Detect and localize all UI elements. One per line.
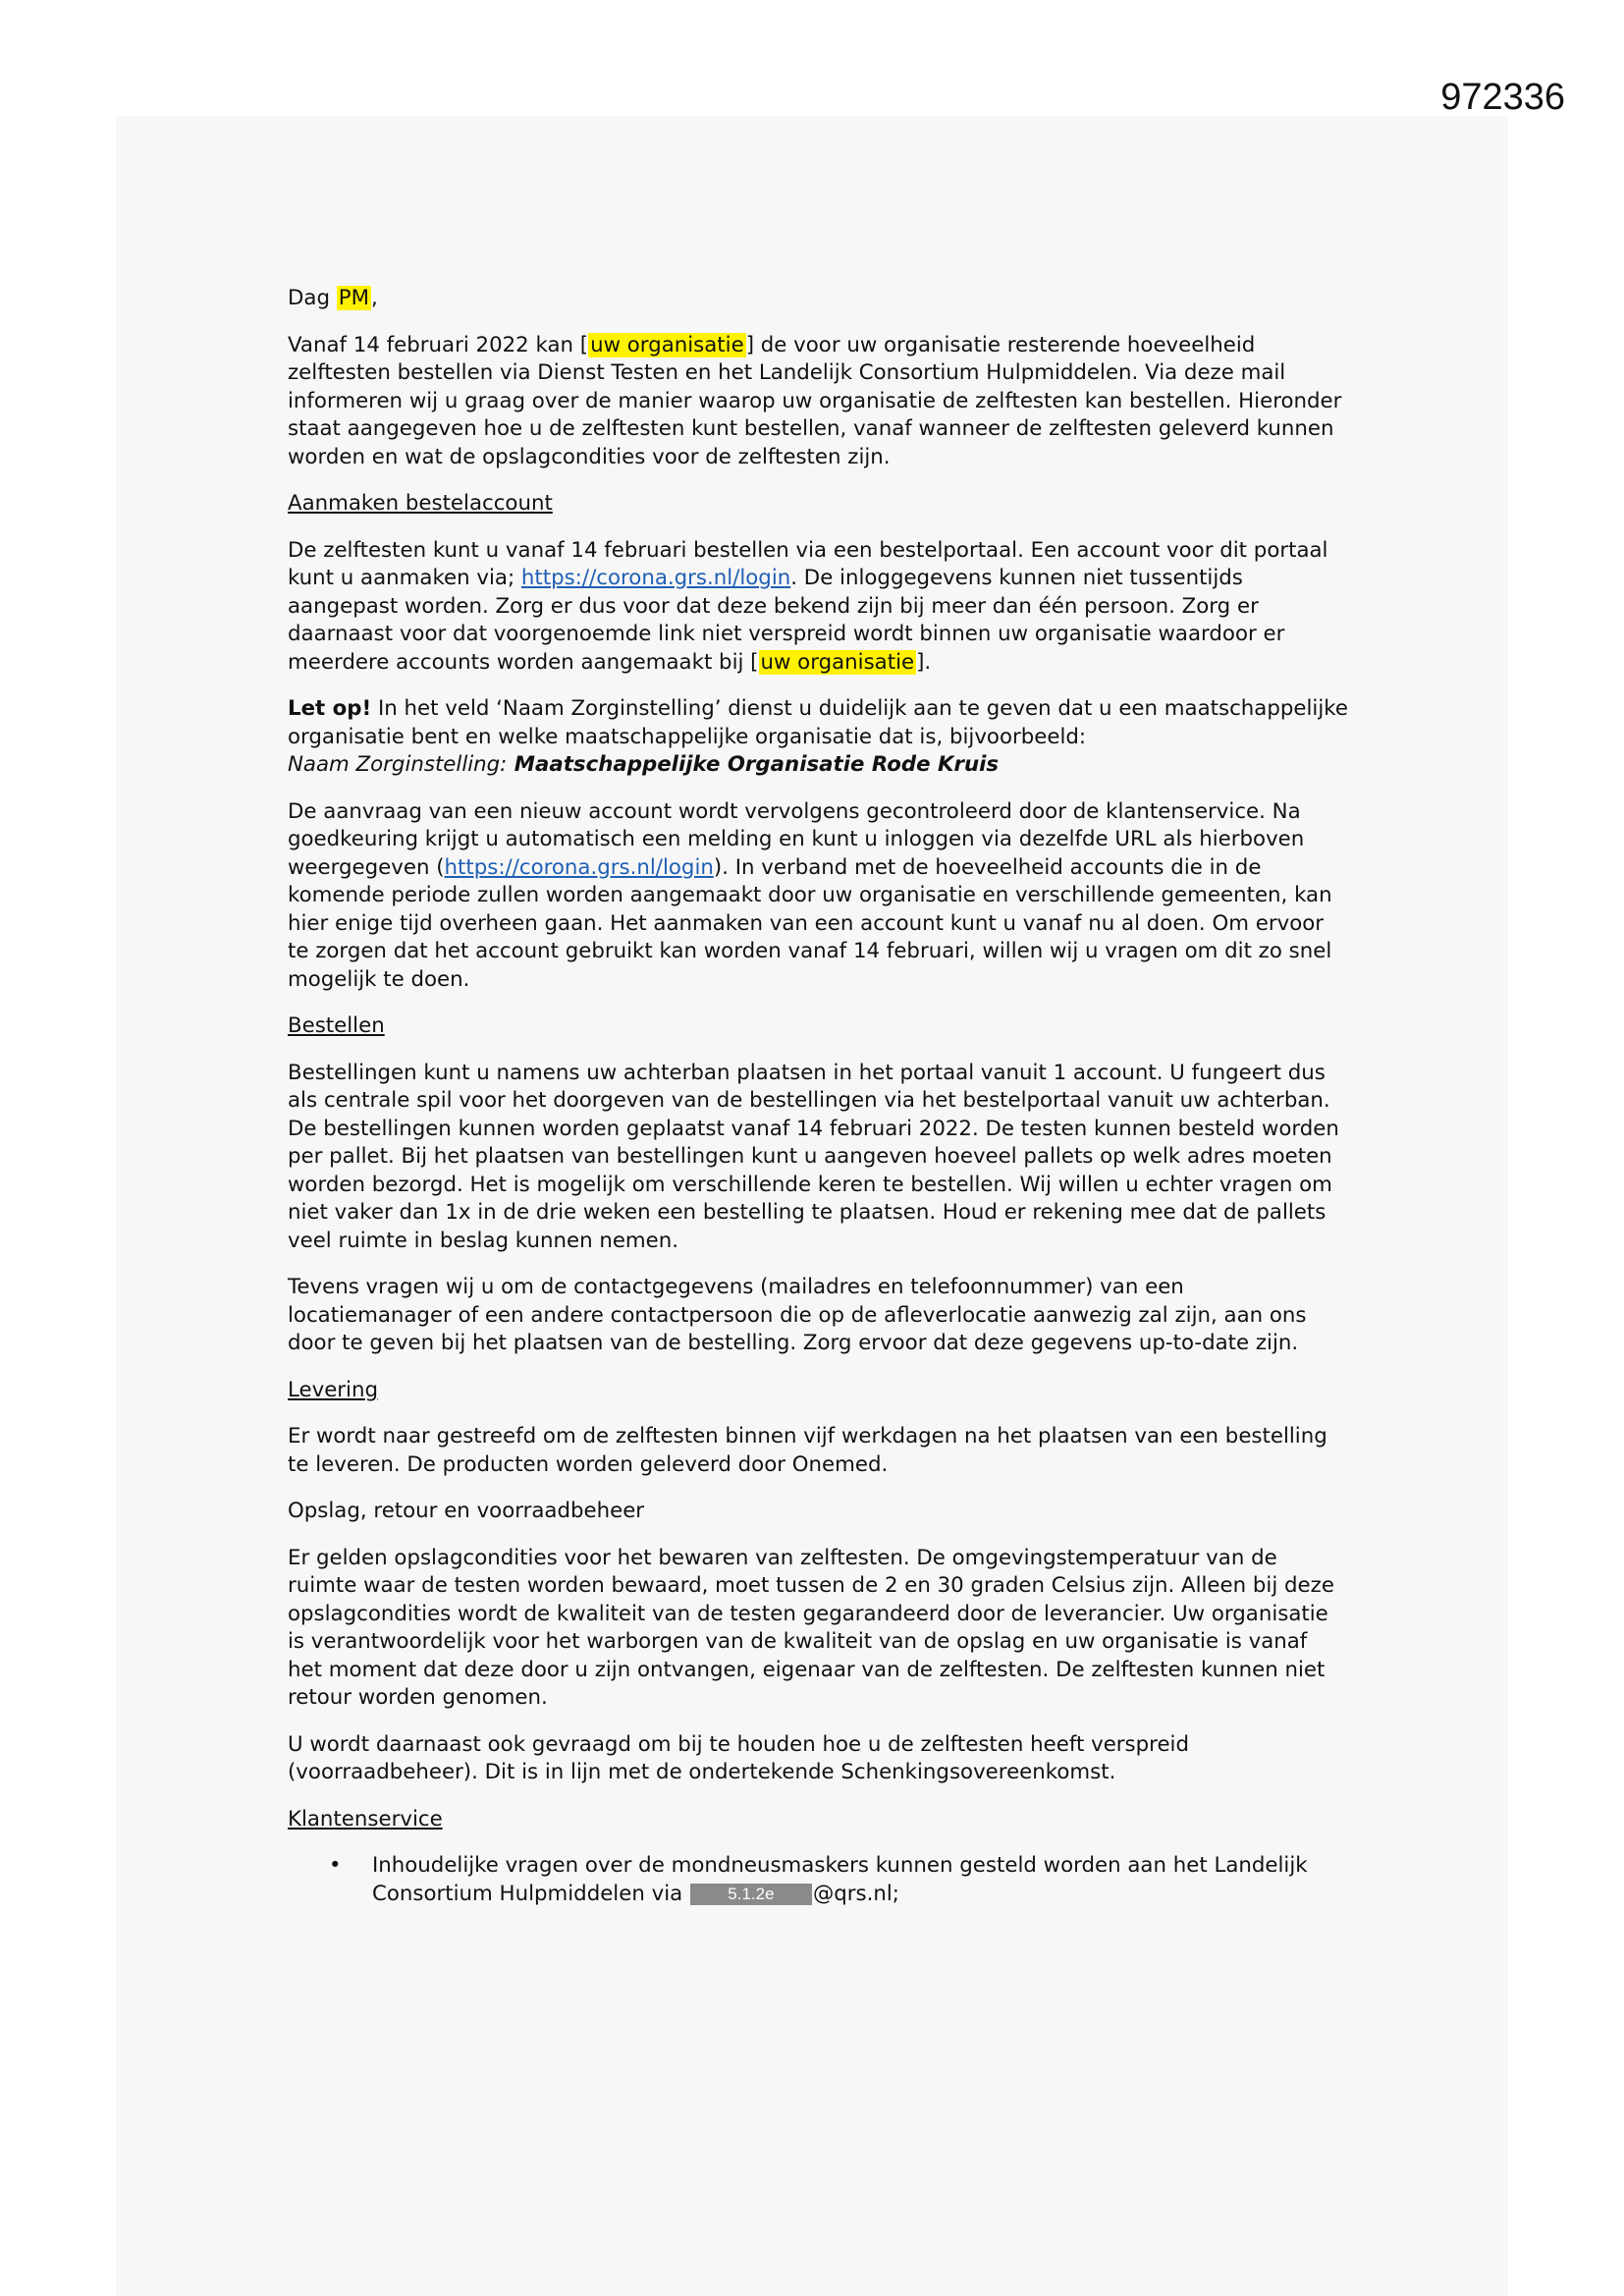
highlighted-organisation: uw organisatie: [760, 649, 915, 675]
example-label: Naam Zorginstelling:: [288, 752, 508, 777]
opslag-paragraph-1: Er gelden opslagcondities voor het bewaren van zelftesten. De omgevingstemperatuur van de ruimte waar de testen worden bewaard, moet tussen de 2 en 30 graden Celsius zijn. Alleen bij deze opslagcondities wordt de kwaliteit van de testen gegarandeerd door de leverancier. Uw organisatie is verantwoordelijk voor het warborgen van de kwaliteit van de opslag en uw organisatie is vanaf het moment dat deze door u zijn ontvangen, eigenaar van de zelftesten. De zelftesten kunnen niet retour worden genomen.: [288, 1545, 1334, 1710]
heading-klantenservice: Klantenservice: [288, 1806, 443, 1831]
bestellen-paragraph-2: Tevens vragen wij u om de contactgegevens (mailadres en telefoonnummer) van een locatiemanager of een andere contactpersoon die op de afleverlocatie aanwezig zal zijn, aan ons door te geven bij het plaatsen van de bestelling. Zorg ervoor dat deze gegevens up-to-date zijn.: [288, 1275, 1307, 1355]
heading-account: Aanmaken bestelaccount: [288, 491, 553, 516]
heading-levering: Levering: [288, 1377, 378, 1402]
heading-bestellen: Bestellen: [288, 1013, 385, 1038]
list-item: • Inhoudelijke vragen over de mondneusmaskers kunnen gesteld worden aan het Landelijk Consortium Hulpmiddelen via 5.1.2e @qrs.nl;: [329, 1853, 1308, 1906]
example-value: Maatschappelijke Organisatie Rode Kruis: [507, 752, 1000, 777]
opslag-paragraph-2: U wordt daarnaast ook gevraagd om bij te houden hoe u de zelftesten heeft verspreid (voorraadbeheer). Dit is in lijn met de ondertekende Schenkingsovereenkomst.: [288, 1731, 1189, 1784]
intro-paragraph: Vanaf 14 februari 2022 kan [uw organisatie] de voor uw organisatie resterende hoeveelheid zelftesten bestellen via Dienst Testen en het Landelijk Consortium Hulpmiddelen. Via deze mail informeren wij u graag over de manier waarop uw organisatie de zelftesten kan bestellen. Hieronder staat aangegeven hoe u de zelftesten kunt bestellen, vanaf wanneer de zelftesten geleverd kunnen worden en wat de opslagcondities voor de zelftesten zijn.: [288, 332, 1342, 469]
heading-opslag: Opslag, retour en voorraadbeheer: [288, 1499, 645, 1523]
document-number: 972336: [1440, 77, 1565, 118]
letter-body: [288, 285, 1348, 1908]
levering-paragraph: Er wordt naar gestreefd om de zelftesten binnen vijf werkdagen na het plaatsen van een bestelling te leveren. De producten worden geleverd door Onemed.: [288, 1424, 1327, 1477]
highlighted-organisation: uw organisatie: [590, 332, 744, 357]
portal-link[interactable]: https://corona.grs.nl/login: [520, 566, 791, 590]
aanvraag-paragraph: De aanvraag van een nieuw account wordt vervolgens gecontroleerd door de klantenservice. Na goedkeuring krijgt u automatisch een melding en kunt u inloggen via dezelfde URL als hierboven weergegeven (https://corona.grs.nl/login). In verband met de hoeveelheid accounts die in de komende periode zullen worden aangemaakt door uw organisatie en verschillende gemeenten, kan hier enige tijd overheen gaan. Het aanmaken van een account kunt u vanaf nu al doen. Om ervoor te zorgen dat het account gebruikt kan worden vanaf 14 februari, willen wij u vragen om dit zo snel mogelijk te doen.: [288, 798, 1332, 992]
greeting: Dag PM,: [288, 286, 378, 310]
bullet-icon: •: [329, 1853, 342, 1878]
redaction-box: 5.1.2e: [690, 1884, 812, 1905]
portal-link[interactable]: https://corona.grs.nl/login: [444, 854, 714, 880]
account-paragraph: De zelftesten kunt u vanaf 14 februari bestellen via een bestelportaal. Een account voor dit portaal kunt u aanmaken via; https://corona.grs.nl/login. De inloggegevens kunnen niet tussentijds aangepast worden. Zorg er dus voor dat deze bekend zijn bij meer dan één persoon. Zorg er daarnaast voor dat voorgenoemde link niet verspreid wordt binnen uw organisatie waardoor er meerdere accounts worden aangemaakt bij [uw organisatie].: [288, 537, 1328, 675]
bestellen-paragraph-1: Bestellingen kunt u namens uw achterban plaatsen in het portaal vanuit 1 account. U fungeert dus als centrale spil voor het doorgeven van de bestellingen via het bestelportaal vanuit uw achterban. De bestellingen kunnen worden geplaatst vanaf 14 februari 2022. De testen kunnen besteld worden per pallet. Bij het plaatsen van bestellingen kunt u aangeven hoeveel pallets op welk adres moeten worden bezorgd. Het is mogelijk om verschillende keren te bestellen. Wij willen u echter vragen om niet vaker dan 1x in de drie weken een bestelling te plaatsen. Houd er rekening mee dat de pallets veel ruimte in beslag kunnen nemen.: [288, 1060, 1339, 1253]
letop-paragraph: Let op! In het veld ‘Naam Zorginstelling’ dienst u duidelijk aan te geven dat u een maatschappelijke organisatie bent en welke maatschappelijke organisatie dat is, bijvoorbeeld: Naam Zorginstelling: Maatschappelijke Organisatie Rode Kruis: [288, 696, 1348, 777]
highlighted-name: PM: [338, 286, 369, 310]
